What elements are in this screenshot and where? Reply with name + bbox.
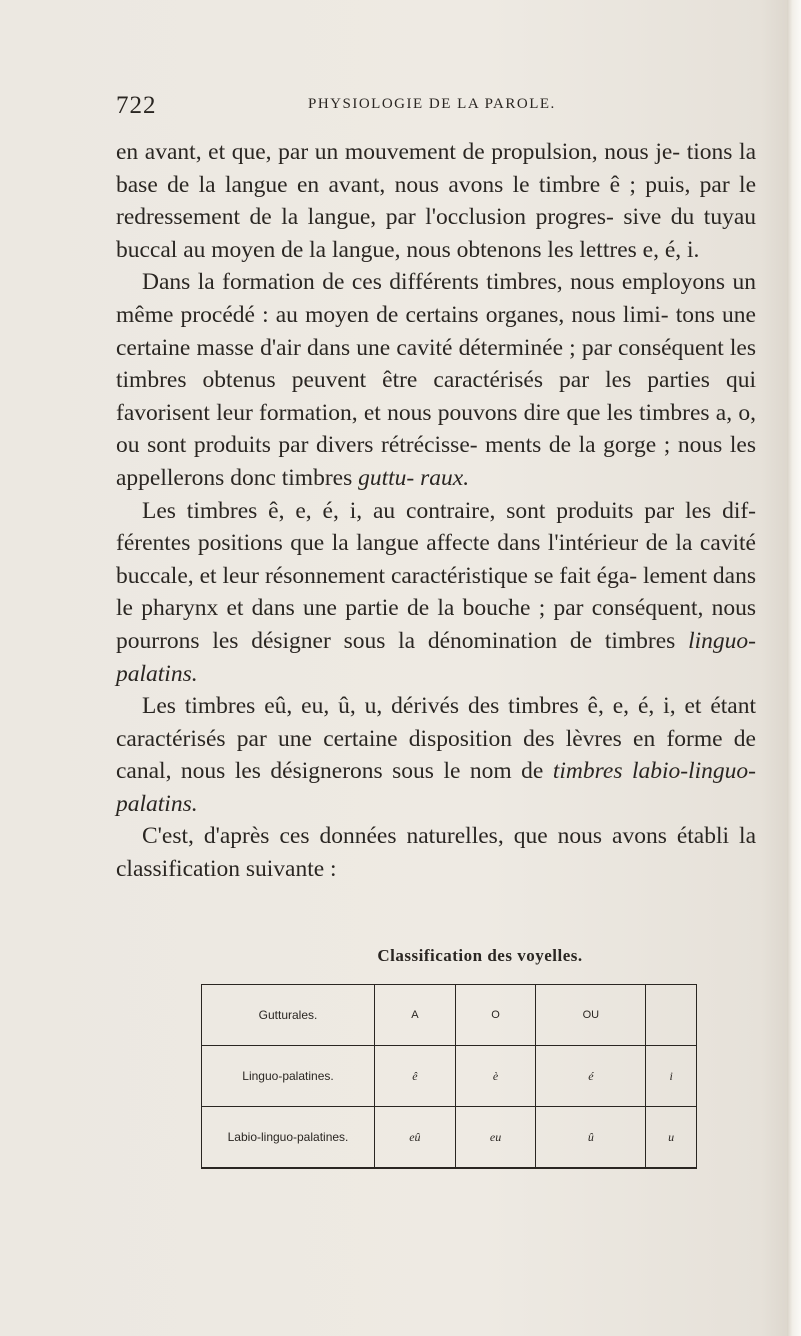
- paragraph-4-text: Les timbres eû, eu, û, u, dérivés des timbres ê, e, é, i, et étant caractérisés par une certaine disposition des lèvres en forme de canal, nous les désignerons sous le nom de: [116, 693, 756, 785]
- table-cell: û: [536, 1107, 646, 1169]
- term-labio-linguo-palatins: timbres labio-linguo-palatins.: [116, 758, 756, 817]
- paragraph-2-text: Dans la formation de ces différents timbres, nous employons un même procédé : au moyen de certains organes, nous limi- tons une certaine masse d'air dans une cavité déterminée ; par conséquent les timbres obtenus peuvent être caractérisés par les parties qui favorisent leur formation, et nous pouvons dire que les timbres a, o, ou sont produits par divers rétrécisse- ments de la gorge ; nous les appellerons donc timbres: [116, 269, 756, 491]
- table-cell: OU: [536, 985, 646, 1046]
- body-text: [116, 136, 756, 886]
- table-row: [202, 985, 697, 1046]
- table-cell: [646, 985, 697, 1046]
- page-number: 722: [116, 92, 157, 119]
- table-cell: ê: [375, 1046, 456, 1107]
- row-label: Linguo-palatines.: [202, 1046, 375, 1107]
- table-cell: eu: [455, 1107, 536, 1169]
- table-cell: u: [646, 1107, 697, 1169]
- row-label: Labio-linguo-palatines.: [202, 1107, 375, 1169]
- table-cell: é: [536, 1046, 646, 1107]
- paragraph-2: [116, 266, 756, 494]
- page-header: [116, 92, 756, 122]
- table-cell: A: [375, 985, 456, 1046]
- table-row: [202, 1046, 697, 1107]
- vowel-classification-table: [201, 984, 697, 1169]
- paragraph-1: en avant, et que, par un mouvement de propulsion, nous je- tions la base de la langue en avant, nous avons le timbre ê ; puis, par le redressement de la langue, par l'occlusion progres- sive du tuyau buccal au moyen de la langue, nous obtenons les lettres e, é, i.: [116, 139, 756, 263]
- paragraph-5: C'est, d'après ces données naturelles, que nous avons établi la classification suivante :: [116, 823, 756, 883]
- table-row: [202, 1107, 697, 1169]
- page-edge: [787, 0, 801, 1336]
- table-caption: Classification des voyelles.: [377, 946, 583, 965]
- paragraph-3: [116, 495, 756, 691]
- term-gutturaux: guttu- raux.: [358, 464, 470, 491]
- running-head: PHYSIOLOGIE DE LA PAROLE.: [308, 96, 556, 112]
- term-linguo-palatins: linguo-palatins.: [116, 627, 756, 687]
- row-label: Gutturales.: [202, 985, 375, 1046]
- paragraph-3-text: Les timbres ê, e, é, i, au contraire, sont produits par les dif- férentes positions que la langue affecte dans l'intérieur de la cavité buccale, et leur résonnement caractéristique se fait éga- lement dans le pharynx et dans une partie de la bouche ; par conséquent, nous pourrons les désigner sous la dénomination de timbres: [116, 497, 756, 654]
- table-cell: i: [646, 1046, 697, 1107]
- table-cell: è: [455, 1046, 536, 1107]
- table-cell: O: [455, 985, 536, 1046]
- table-cell: eû: [375, 1107, 456, 1169]
- paragraph-4: [116, 690, 756, 820]
